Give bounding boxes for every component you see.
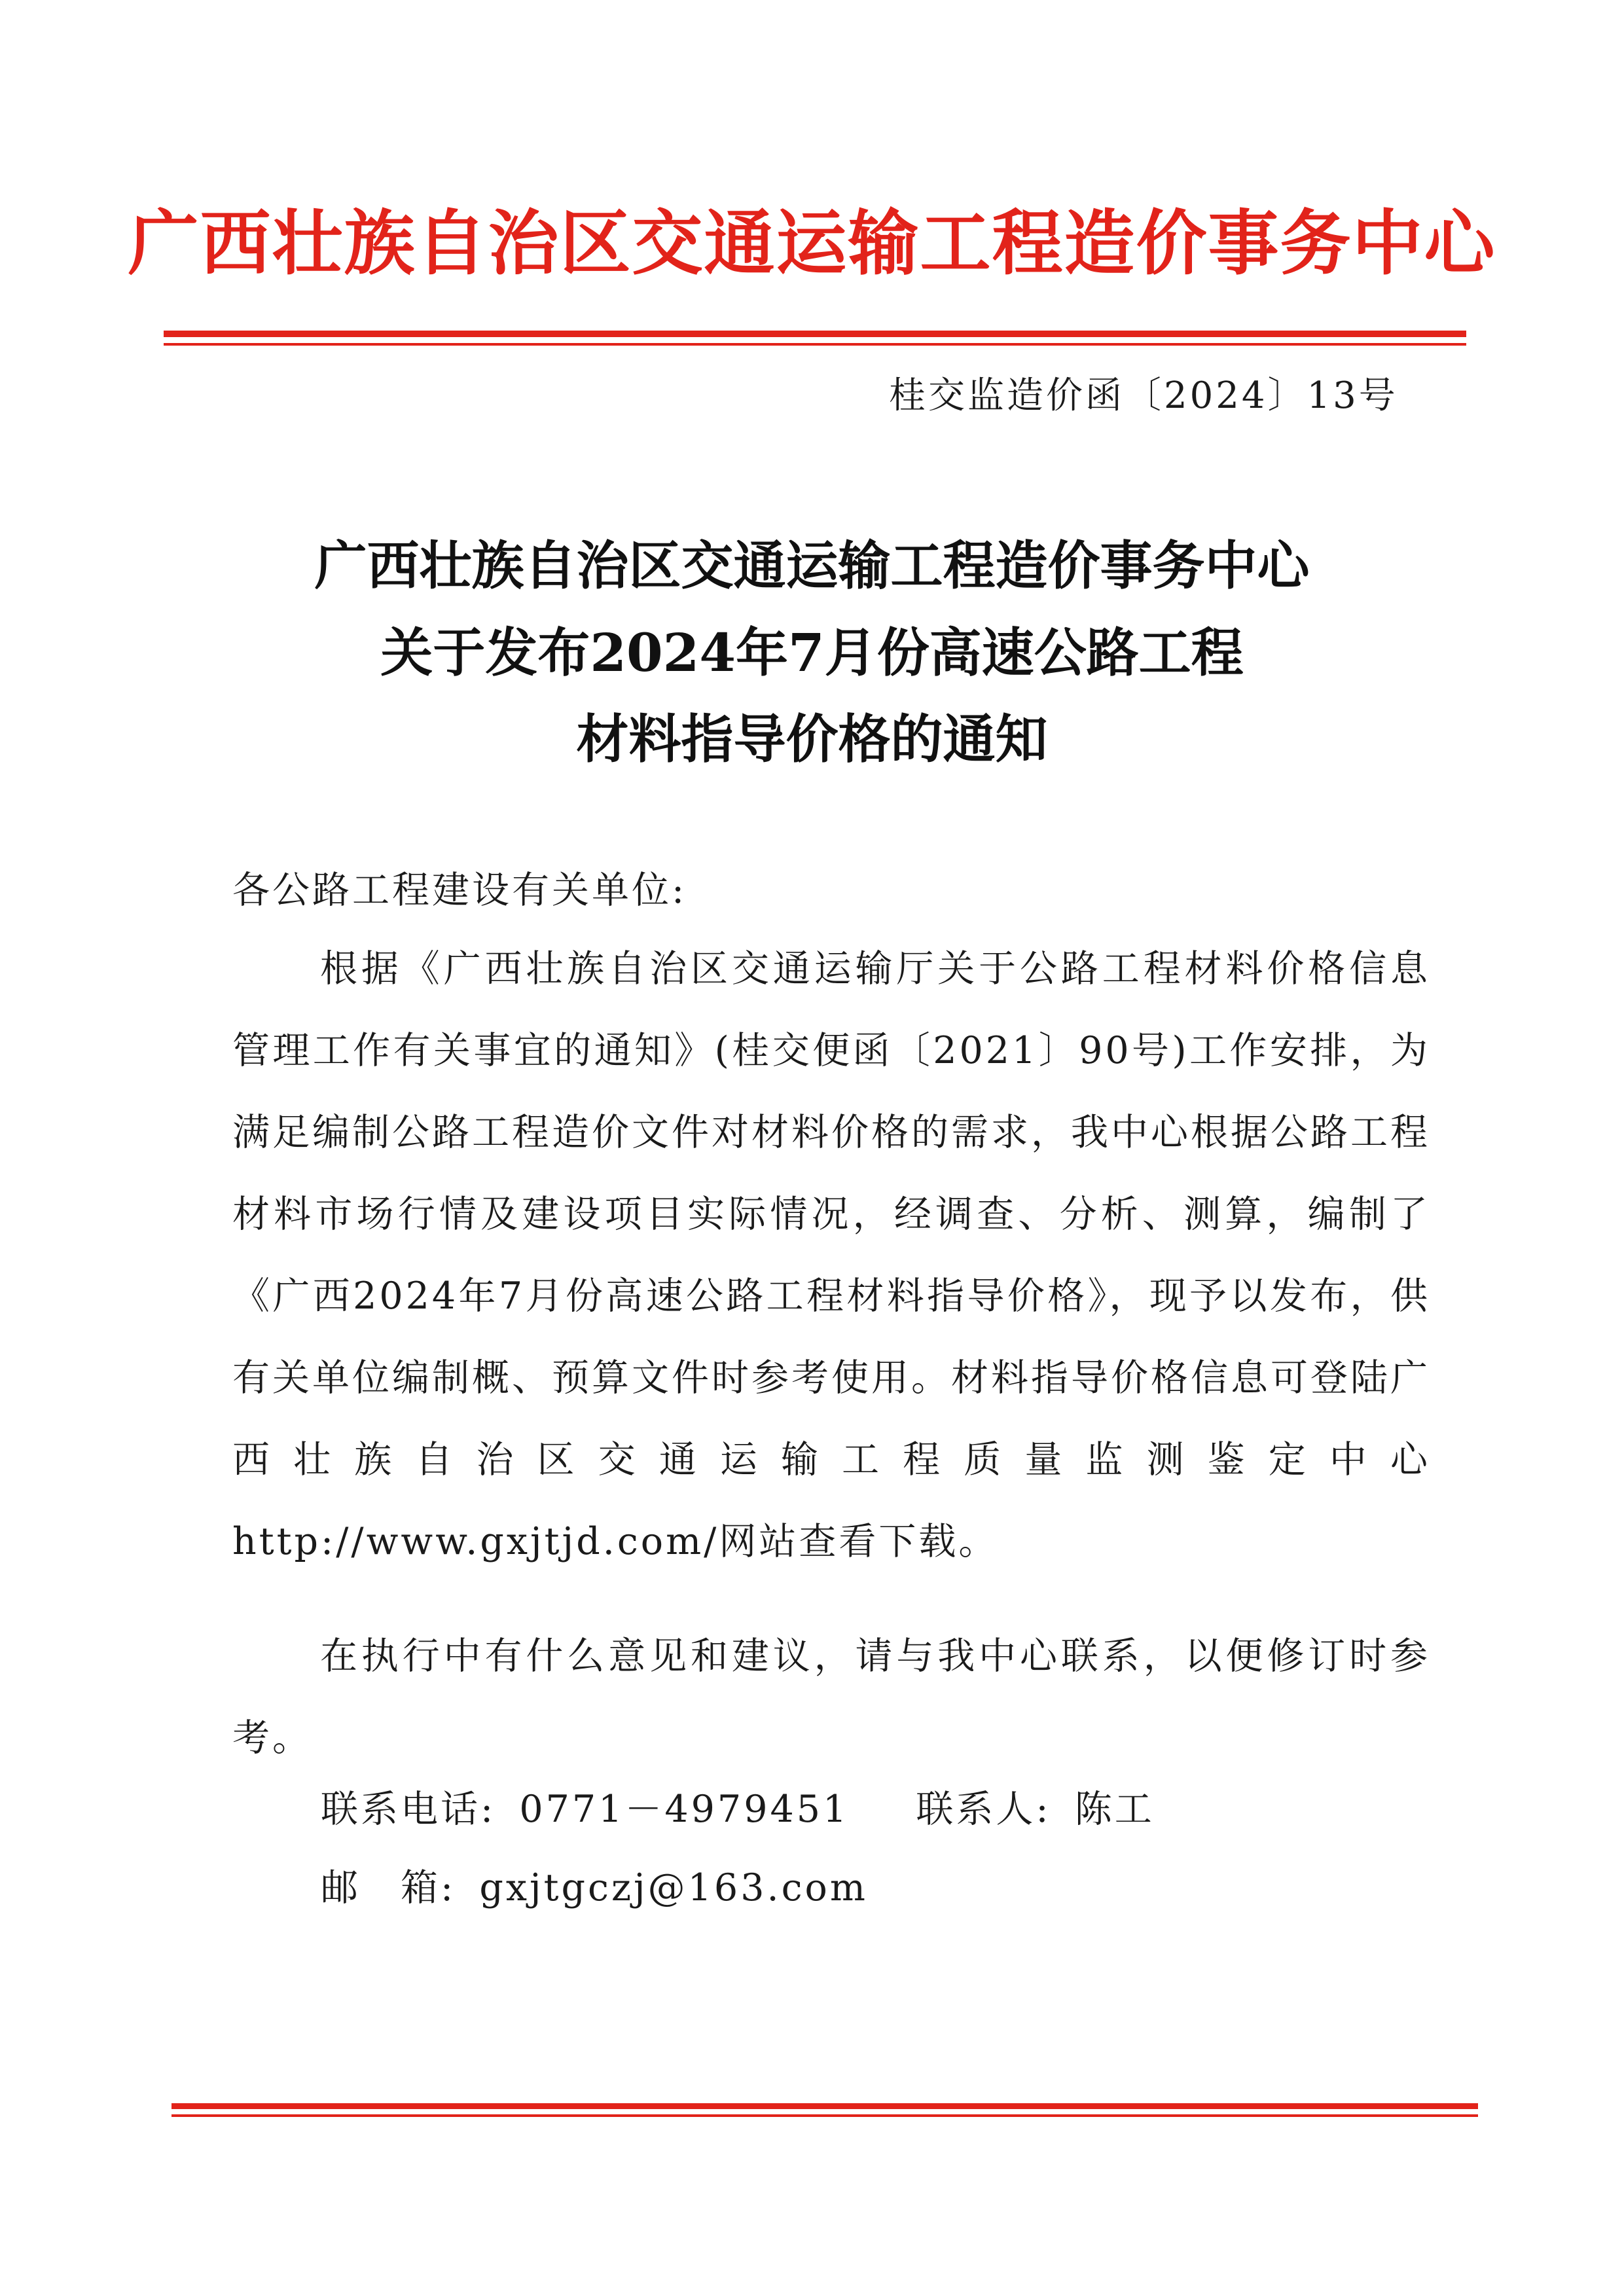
contact-phone-line [321, 1779, 1155, 1833]
contact-email-line [321, 1858, 868, 1911]
phone-label: 联系电话: [321, 1788, 496, 1831]
footer-rule-thin [171, 2114, 1478, 2117]
email-label: 邮 箱: [321, 1866, 456, 1909]
contact-person: 陈工 [1074, 1788, 1155, 1831]
salutation: 各公路工程建设有关单位: [232, 869, 687, 912]
document-title-line-2: 关于发布2024年7月份高速公路工程 [380, 622, 1244, 683]
body-paragraph-1: 根据《广西壮族自治区交通运输厅关于公路工程材料价格信息管理工作有关事宜的通知》(桂交便函〔2021〕90号)工作安排，为满足编制公路工程造价文件对材料价格的需求，我中心根据公路工程材料市场行情及建设项目实际情况，经调查、分析、测算，编制了《广西2024年7月份高速公路工程材料指导价格》，现予以发布，供有关单位编制概、预算文件时参考使用。材料指导价格信息可登陆广西壮族自治区交通运输工程质量监测鉴定中心http://www.gxjtjd.com/网站查看下载。 [232, 947, 1430, 1563]
header-rule-thin [164, 343, 1466, 346]
body-paragraph-2: 在执行中有什么意见和建议，请与我中心联系，以便修订时参考。 [232, 1635, 1430, 1760]
letterhead-organization: 广西壮族自治区交通运输工程造价事务中心 [128, 203, 1496, 285]
document-title-line-1: 广西壮族自治区交通运输工程造价事务中心 [314, 535, 1310, 596]
footer-rule-thick [171, 2103, 1478, 2109]
document-number: 桂交监造价函〔2024〕13号 [889, 374, 1398, 417]
contact-person-label: 联系人: [916, 1788, 1051, 1831]
document-title-line-3: 材料指导价格的通知 [576, 708, 1048, 770]
header-rule-thick [164, 331, 1466, 337]
phone-number: 0771－4979451 [519, 1788, 850, 1831]
email-address: gxjtgczj@163.com [479, 1866, 868, 1909]
